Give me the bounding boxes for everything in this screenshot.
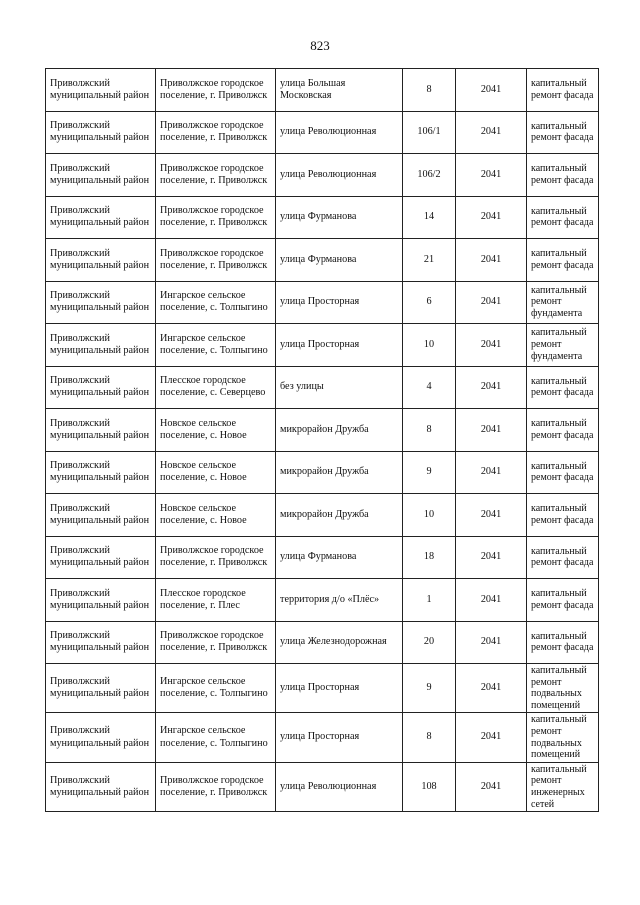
year-cell: 2041: [456, 281, 527, 324]
table-row: [46, 69, 599, 112]
table-row: [46, 536, 599, 579]
work-type-cell: капитальный ремонт подвальных помещений: [527, 713, 599, 762]
district-cell: Приволжский муниципальный район: [46, 536, 156, 579]
table-row: [46, 409, 599, 452]
table-row: [46, 366, 599, 409]
work-type-cell: капитальный ремонт фасада: [527, 111, 599, 154]
settlement-cell: Ингарское сельское поселение, с. Толпыгино: [156, 664, 276, 713]
district-cell: Приволжский муниципальный район: [46, 154, 156, 197]
work-type-cell: капитальный ремонт фасада: [527, 196, 599, 239]
settlement-cell: Ингарское сельское поселение, с. Толпыгино: [156, 281, 276, 324]
district-cell: Приволжский муниципальный район: [46, 494, 156, 537]
house-number-cell: 9: [403, 664, 456, 713]
district-cell: Приволжский муниципальный район: [46, 324, 156, 367]
work-type-cell: капитальный ремонт фасада: [527, 409, 599, 452]
district-cell: Приволжский муниципальный район: [46, 451, 156, 494]
table-row: [46, 196, 599, 239]
settlement-cell: Приволжское городское поселение, г. Приволжск: [156, 536, 276, 579]
house-number-cell: 8: [403, 69, 456, 112]
table-row: [46, 579, 599, 622]
street-cell: микрорайон Дружба: [276, 494, 403, 537]
house-number-cell: 106/2: [403, 154, 456, 197]
house-number-cell: 10: [403, 494, 456, 537]
table-row: [46, 324, 599, 367]
year-cell: 2041: [456, 762, 527, 811]
district-cell: Приволжский муниципальный район: [46, 111, 156, 154]
repair-schedule-table: [45, 68, 599, 812]
street-cell: улица Большая Московская: [276, 69, 403, 112]
street-cell: улица Просторная: [276, 324, 403, 367]
table-row: [46, 713, 599, 762]
year-cell: 2041: [456, 621, 527, 664]
house-number-cell: 14: [403, 196, 456, 239]
house-number-cell: 6: [403, 281, 456, 324]
street-cell: улица Просторная: [276, 281, 403, 324]
year-cell: 2041: [456, 154, 527, 197]
settlement-cell: Ингарское сельское поселение, с. Толпыгино: [156, 713, 276, 762]
street-cell: улица Революционная: [276, 111, 403, 154]
table-row: [46, 621, 599, 664]
table-row: [46, 762, 599, 811]
district-cell: Приволжский муниципальный район: [46, 281, 156, 324]
work-type-cell: капитальный ремонт подвальных помещений: [527, 664, 599, 713]
street-cell: микрорайон Дружба: [276, 409, 403, 452]
house-number-cell: 1: [403, 579, 456, 622]
house-number-cell: 8: [403, 409, 456, 452]
year-cell: 2041: [456, 579, 527, 622]
street-cell: улица Железнодорожная: [276, 621, 403, 664]
house-number-cell: 108: [403, 762, 456, 811]
settlement-cell: Новское сельское поселение, с. Новое: [156, 494, 276, 537]
house-number-cell: 10: [403, 324, 456, 367]
table-row: [46, 664, 599, 713]
year-cell: 2041: [456, 239, 527, 282]
year-cell: 2041: [456, 536, 527, 579]
year-cell: 2041: [456, 111, 527, 154]
settlement-cell: Плесское городское поселение, с. Северцево: [156, 366, 276, 409]
work-type-cell: капитальный ремонт фасада: [527, 366, 599, 409]
settlement-cell: Новское сельское поселение, с. Новое: [156, 409, 276, 452]
district-cell: Приволжский муниципальный район: [46, 762, 156, 811]
table-row: [46, 111, 599, 154]
settlement-cell: Ингарское сельское поселение, с. Толпыгино: [156, 324, 276, 367]
year-cell: 2041: [456, 409, 527, 452]
work-type-cell: капитальный ремонт фасада: [527, 154, 599, 197]
street-cell: улица Фурманова: [276, 239, 403, 282]
street-cell: без улицы: [276, 366, 403, 409]
street-cell: улица Фурманова: [276, 196, 403, 239]
house-number-cell: 18: [403, 536, 456, 579]
street-cell: улица Просторная: [276, 664, 403, 713]
house-number-cell: 4: [403, 366, 456, 409]
year-cell: 2041: [456, 324, 527, 367]
street-cell: улица Фурманова: [276, 536, 403, 579]
table-row: [46, 154, 599, 197]
table-row: [46, 281, 599, 324]
year-cell: 2041: [456, 713, 527, 762]
district-cell: Приволжский муниципальный район: [46, 196, 156, 239]
settlement-cell: Новское сельское поселение, с. Новое: [156, 451, 276, 494]
street-cell: улица Революционная: [276, 762, 403, 811]
street-cell: территория д/о «Плёс»: [276, 579, 403, 622]
street-cell: улица Просторная: [276, 713, 403, 762]
year-cell: 2041: [456, 196, 527, 239]
table-row: [46, 451, 599, 494]
district-cell: Приволжский муниципальный район: [46, 664, 156, 713]
work-type-cell: капитальный ремонт фасада: [527, 451, 599, 494]
work-type-cell: капитальный ремонт фасада: [527, 69, 599, 112]
district-cell: Приволжский муниципальный район: [46, 239, 156, 282]
table-row: [46, 239, 599, 282]
table-row: [46, 494, 599, 537]
work-type-cell: капитальный ремонт фасада: [527, 239, 599, 282]
district-cell: Приволжский муниципальный район: [46, 69, 156, 112]
district-cell: Приволжский муниципальный район: [46, 366, 156, 409]
work-type-cell: капитальный ремонт фасада: [527, 579, 599, 622]
work-type-cell: капитальный ремонт фасада: [527, 494, 599, 537]
street-cell: улица Революционная: [276, 154, 403, 197]
settlement-cell: Приволжское городское поселение, г. Приволжск: [156, 762, 276, 811]
district-cell: Приволжский муниципальный район: [46, 621, 156, 664]
settlement-cell: Приволжское городское поселение, г. Приволжск: [156, 154, 276, 197]
district-cell: Приволжский муниципальный район: [46, 579, 156, 622]
settlement-cell: Приволжское городское поселение, г. Приволжск: [156, 239, 276, 282]
street-cell: микрорайон Дружба: [276, 451, 403, 494]
work-type-cell: капитальный ремонт фасада: [527, 536, 599, 579]
year-cell: 2041: [456, 451, 527, 494]
work-type-cell: капитальный ремонт инженерных сетей: [527, 762, 599, 811]
page-number: 823: [310, 38, 330, 53]
work-type-cell: капитальный ремонт фундамента: [527, 281, 599, 324]
work-type-cell: капитальный ремонт фасада: [527, 621, 599, 664]
year-cell: 2041: [456, 494, 527, 537]
work-type-cell: капитальный ремонт фундамента: [527, 324, 599, 367]
house-number-cell: 8: [403, 713, 456, 762]
settlement-cell: Приволжское городское поселение, г. Приволжск: [156, 111, 276, 154]
district-cell: Приволжский муниципальный район: [46, 713, 156, 762]
settlement-cell: Плесское городское поселение, г. Плес: [156, 579, 276, 622]
settlement-cell: Приволжское городское поселение, г. Приволжск: [156, 196, 276, 239]
house-number-cell: 9: [403, 451, 456, 494]
year-cell: 2041: [456, 366, 527, 409]
settlement-cell: Приволжское городское поселение, г. Приволжск: [156, 69, 276, 112]
settlement-cell: Приволжское городское поселение, г. Приволжск: [156, 621, 276, 664]
house-number-cell: 20: [403, 621, 456, 664]
house-number-cell: 106/1: [403, 111, 456, 154]
table-body: [46, 69, 599, 812]
district-cell: Приволжский муниципальный район: [46, 409, 156, 452]
year-cell: 2041: [456, 69, 527, 112]
house-number-cell: 21: [403, 239, 456, 282]
year-cell: 2041: [456, 664, 527, 713]
